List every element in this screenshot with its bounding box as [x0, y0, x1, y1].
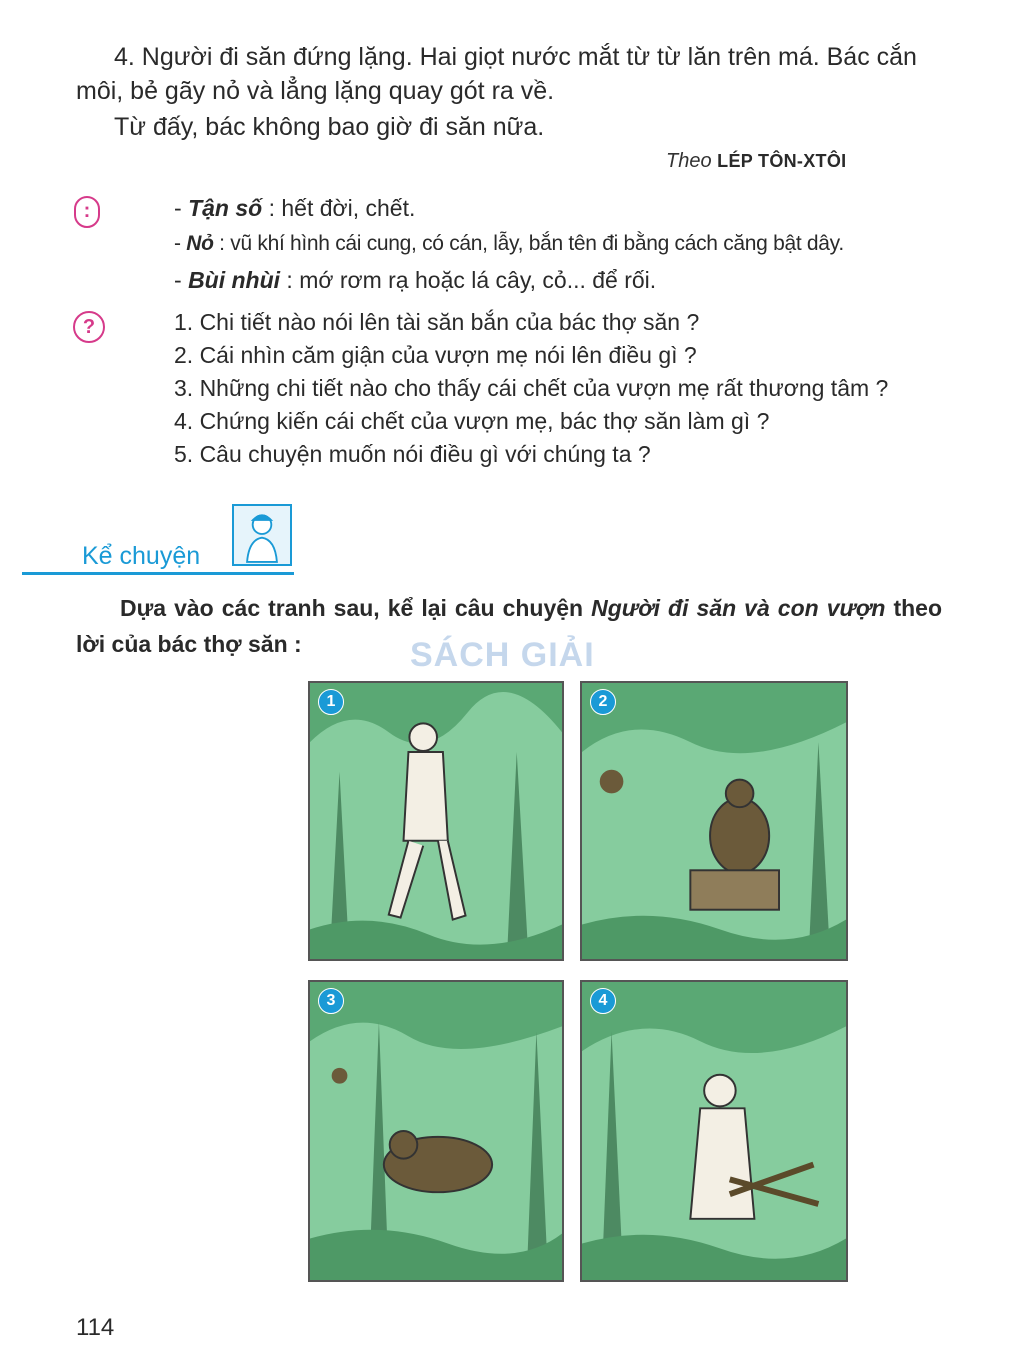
- question-icon: ?: [73, 311, 105, 343]
- page-number: 114: [76, 1314, 115, 1341]
- glossary-item: - Nỏ : vũ khí hình cái cung, có cán, lẫy, bắn tên đi bằng cách căng bật dây.: [174, 232, 844, 255]
- panel-number-badge: 3: [318, 988, 344, 1014]
- instruction: Dựa vào các tranh sau, kể lại câu chuyện Người đi săn và con vượn theo lời của bác thợ săn :: [76, 595, 942, 657]
- glossary-item: - Tận số : hết đời, chết.: [174, 195, 416, 221]
- glossary-item: - Bùi nhùi : mớ rơm rạ hoặc lá cây, cỏ... để rối.: [174, 267, 657, 293]
- section-header: [22, 500, 294, 578]
- glossary-definition: hết đời, chết.: [281, 195, 416, 221]
- glossary-term: Bùi nhùi: [188, 267, 281, 293]
- section-underline: [22, 572, 294, 575]
- attribution-author: LÉP TÔN-XTÔI: [717, 151, 847, 171]
- glossary-list: [174, 190, 844, 298]
- question-item: 1. Chi tiết nào nói lên tài săn bắn của bác thợ săn ?: [174, 309, 700, 335]
- story-title: Người đi săn và con vượn: [591, 595, 886, 621]
- illustration-panel: [308, 980, 564, 1282]
- storyteller-icon: [232, 504, 292, 566]
- panel-number-badge: 1: [318, 689, 344, 715]
- watermark: SÁCH GIẢI: [410, 636, 595, 674]
- story-paragraph-4: 4. Người đi săn đứng lặng. Hai giọt nước mắt từ từ lăn trên má. Bác cắn môi, bẻ gãy nỏ và lẳng lặng quay gót ra về.: [76, 43, 917, 105]
- illustration-panel: [580, 681, 848, 961]
- panel-number-badge: 2: [590, 689, 616, 715]
- glossary-term: Nỏ: [186, 232, 214, 255]
- illustration-panel: [308, 681, 564, 961]
- panel-number-badge: 4: [590, 988, 616, 1014]
- glossary-definition: mớ rơm rạ hoặc lá cây, cỏ... để rối.: [299, 267, 657, 293]
- illustration-panel: [580, 980, 848, 1282]
- section-title: Kể chuyện: [82, 542, 201, 570]
- question-item: 2. Cái nhìn căm giận của vượn mẹ nói lên điều gì ?: [174, 342, 697, 368]
- attribution-prefix: Theo: [666, 150, 712, 172]
- story-ending: Từ đấy, bác không bao giờ đi săn nữa.: [114, 113, 545, 141]
- ellipsis-note-icon: :: [74, 196, 100, 228]
- question-list: [174, 306, 888, 471]
- question-item: 4. Chứng kiến cái chết của vượn mẹ, bác thợ săn làm gì ?: [174, 408, 770, 434]
- glossary-term: Tận số: [188, 195, 263, 221]
- question-item: 3. Những chi tiết nào cho thấy cái chết của vượn mẹ rất thương tâm ?: [174, 375, 889, 401]
- glossary-definition: vũ khí hình cái cung, có cán, lẫy, bắn tên đi bằng cách căng bật dây.: [230, 232, 844, 255]
- question-item: 5. Câu chuyện muốn nói điều gì với chúng ta ?: [174, 441, 651, 467]
- attribution: [666, 150, 846, 173]
